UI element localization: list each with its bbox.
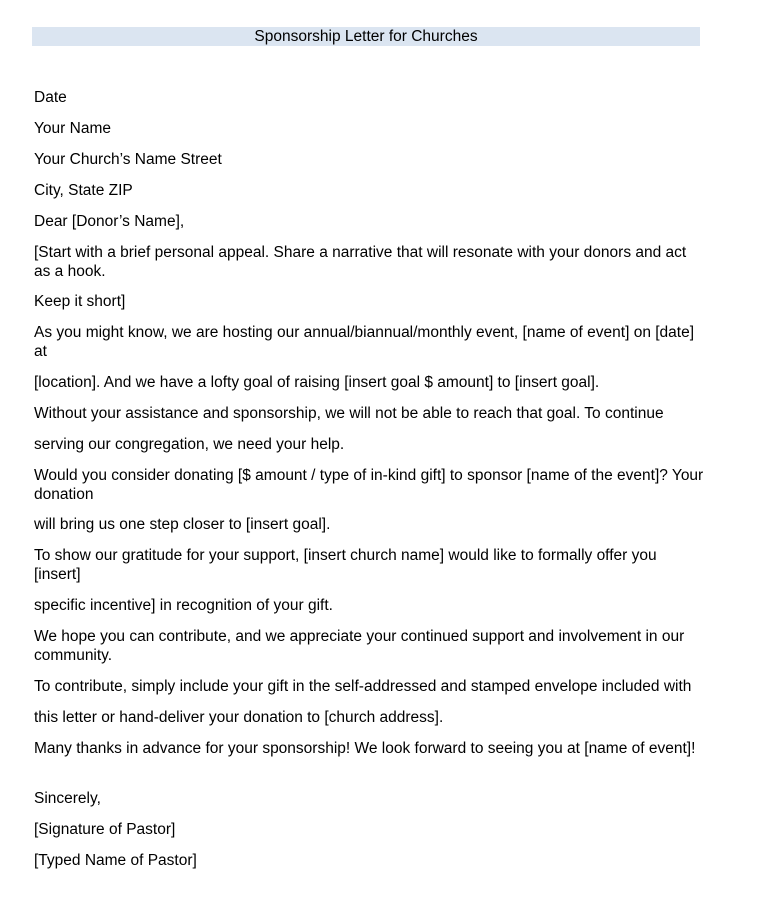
signature-line: [Signature of Pastor] — [34, 821, 176, 838]
need-paragraph-end: serving our congregation, we need your help. — [34, 436, 345, 453]
document-title: Sponsorship Letter for Churches — [32, 27, 700, 46]
event-paragraph-end: [location]. And we have a lofty goal of raising [insert goal $ amount] to [insert goal]. — [34, 374, 600, 391]
hope-paragraph: We hope you can contribute, and we appreciate your continued support and involvement in our community. — [34, 628, 685, 664]
thanks-paragraph: Many thanks in advance for your sponsorship! We look forward to seeing you at [name of event]! — [34, 740, 696, 757]
date-line: Date — [34, 89, 67, 106]
salutation: Dear [Donor’s Name], — [34, 213, 185, 230]
ask-paragraph-end: will bring us one step closer to [insert goal]. — [34, 516, 331, 533]
gratitude-paragraph: To show our gratitude for your support, [insert church name] would like to formally offer you [insert] — [34, 547, 657, 583]
typed-name-line: [Typed Name of Pastor] — [34, 852, 197, 869]
gratitude-paragraph-end: specific incentive] in recognition of your gift. — [34, 597, 333, 614]
ask-paragraph: Would you consider donating [$ amount / type of in-kind gift] to sponsor [name of the event]? Your donation — [34, 467, 704, 503]
intro-paragraph: [Start with a brief personal appeal. Share a narrative that will resonate with your donors and act as a hook. — [34, 244, 687, 280]
sender-name-line: Your Name — [34, 120, 111, 137]
intro-paragraph-end: Keep it short] — [34, 293, 126, 310]
church-street-line: Your Church’s Name Street — [34, 151, 222, 168]
need-paragraph: Without your assistance and sponsorship, we will not be able to reach that goal. To continue — [34, 405, 664, 422]
city-state-zip-line: City, State ZIP — [34, 182, 133, 199]
event-paragraph: As you might know, we are hosting our annual/biannual/monthly event, [name of event] on [date] at — [34, 324, 695, 360]
contribute-paragraph: To contribute, simply include your gift in the self-addressed and stamped envelope included with — [34, 678, 692, 695]
closing: Sincerely, — [34, 790, 101, 807]
contribute-paragraph-end: this letter or hand-deliver your donation to [church address]. — [34, 709, 444, 726]
